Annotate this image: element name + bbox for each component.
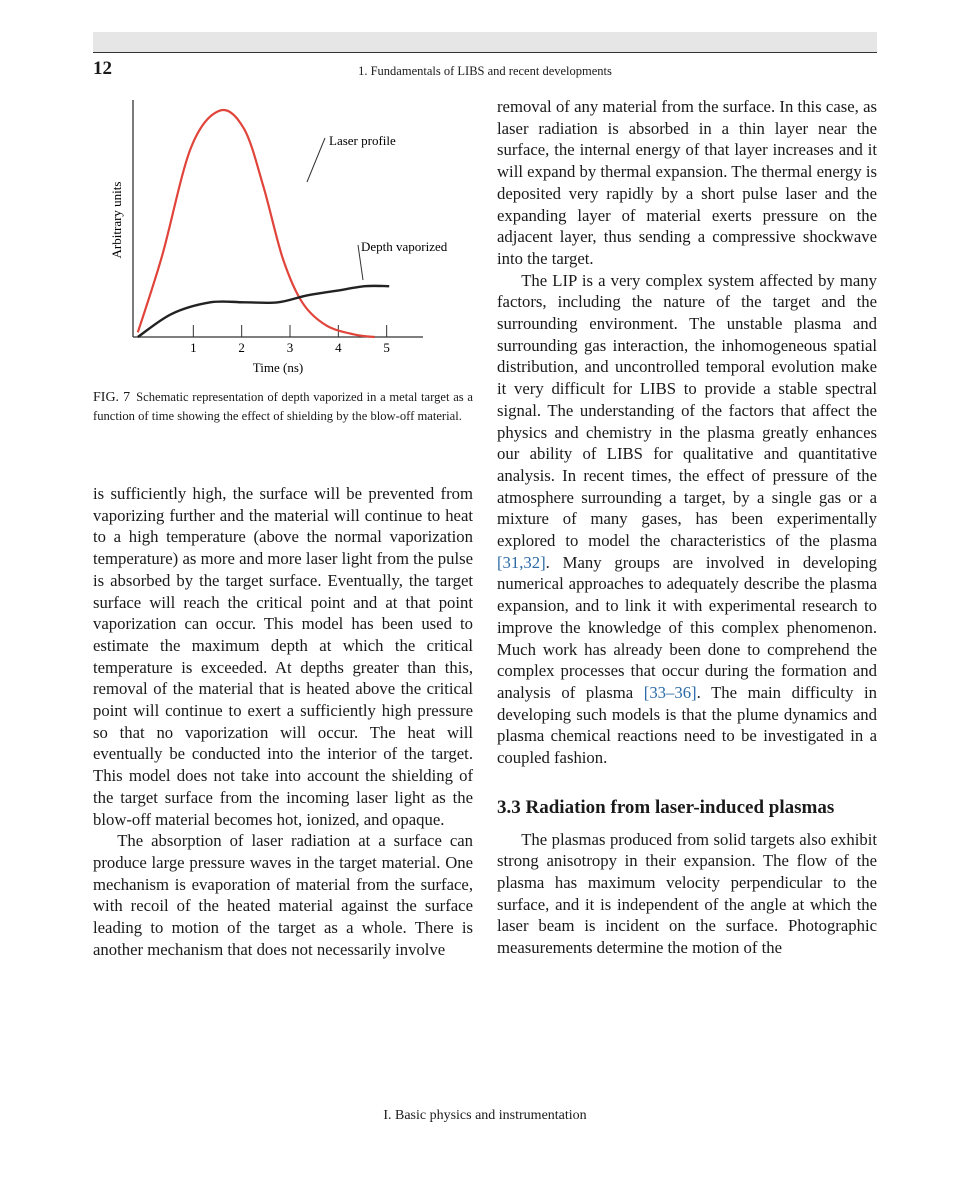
section-heading-3-3: 3.3 Radiation from laser-induced plasmas [497, 796, 835, 818]
right-paragraph-2-part-b: . Many groups are involved in developing numerical approaches to adequately describe the plasma expansion, and to link it with experimental research to improve the knowledge of this complex phenomenon. Much work has already been done to comprehend the complex processes that occur during the formation and analysis of plasma [497, 552, 877, 702]
x-ticks [190, 325, 390, 355]
header-bar [93, 32, 877, 53]
depth-vaporized-line [138, 286, 389, 337]
right-paragraph-2-part-c: . The main difficulty in developing such models is that the plume dynamics and plasma chemical reactions need to be investigated in a coupled fashion. [497, 682, 877, 768]
figure-label: FIG. 7 [93, 390, 131, 405]
x-tick-label-2: 2 [238, 340, 245, 355]
right-paragraph-1: removal of any material from the surface. In this case, as laser radiation is absorbed in a thin layer near the surface, the internal energy of that layer increases and it will expand by thermal expansion. The thermal energy is deposited very rapidly by a short pulse laser and the expanding layer of material exerts pressure on the adjacent layer, thus sending a compressive shockwave into the target. [497, 97, 877, 268]
annotation-laser-pointer [307, 138, 325, 182]
annotation-depth-vaporized: Depth vaporized [361, 239, 448, 254]
running-title: 1. Fundamentals of LIBS and recent developments [358, 64, 612, 78]
citation-33-36[interactable]: [33–36] [643, 682, 697, 702]
right-column [497, 96, 877, 959]
left-paragraph-1: is sufficiently high, the surface will be prevented from vaporizing further and the material will continue to heat to a high temperature (above the normal vaporization temperature) as more and more laser light from the pulse is absorbed by the target surface. Eventually, the target surface will reach the critical point and at that point vaporization can occur. This model has been used to estimate the maximum depth at which the critical temperature is exceeded. At depths greater than this, removal of the material that is heated above the critical point will continue to exert a sufficiently high pressure so that no vaporization will occur. The heat will eventually be conducted into the interior of the target. This model does not take into account the shielding of the target surface from the incoming laser light as the blow-off material becomes hot, ionized, and opaque. [93, 484, 473, 829]
footer: I. Basic physics and instrumentation [383, 1108, 587, 1123]
left-column [93, 483, 473, 960]
y-axis-label: Arbitrary units [109, 181, 124, 259]
figure-caption-text: Schematic representation of depth vaporized in a metal target as a function of time showing the effect of shielding by the blow-off material. [93, 390, 473, 423]
citation-31-32[interactable]: [31,32] [497, 552, 546, 572]
annotation-laser-profile: Laser profile [329, 133, 396, 148]
right-paragraph-3: The plasmas produced from solid targets also exhibit strong anisotropy in their expansion. The flow of the plasma has maximum velocity perpendicular to the surface, and it is independent of the angle at which the laser beam is incident on the surface. Photographic measurements determine the motion of the [497, 829, 877, 958]
figure-caption [93, 388, 473, 425]
x-tick-label-1: 1 [190, 340, 197, 355]
left-paragraph-2: The absorption of laser radiation at a surface can produce large pressure waves in the target material. One mechanism is evaporation of material from the surface, with recoil of the heated material against the surface leading to motion of the target as a whole. There is another mechanism that does not necessarily involve [93, 831, 473, 959]
x-tick-label-4: 4 [335, 340, 342, 355]
page-number: 12 [93, 58, 112, 79]
right-paragraph-2 [497, 270, 877, 769]
x-tick-label-5: 5 [383, 340, 390, 355]
figure-7-chart [93, 90, 473, 390]
x-axis-label: Time (ns) [252, 360, 304, 375]
figure-7 [93, 90, 473, 390]
x-tick-label-3: 3 [286, 340, 294, 355]
right-paragraph-2-part-a: The LIP is a very complex system affected by many factors, including the nature of the target and the surrounding environment. The unstable plasma and surrounding gas interaction, the inhomogeneous spatial distribution, and uncontrolled temporal evolution make it very difficult for LIBS to provide a stable spectral signal. The understanding of the factors that affect the physics and chemistry in the plasma greatly enhances our ability of LIBS for qualitative and quantitative analysis. In recent times, the effect of pressure of the atmosphere surrounding a target, by a single gas or a mixture of many gases, has been experimentally explored to model the characteristics of the plasma [497, 270, 877, 551]
